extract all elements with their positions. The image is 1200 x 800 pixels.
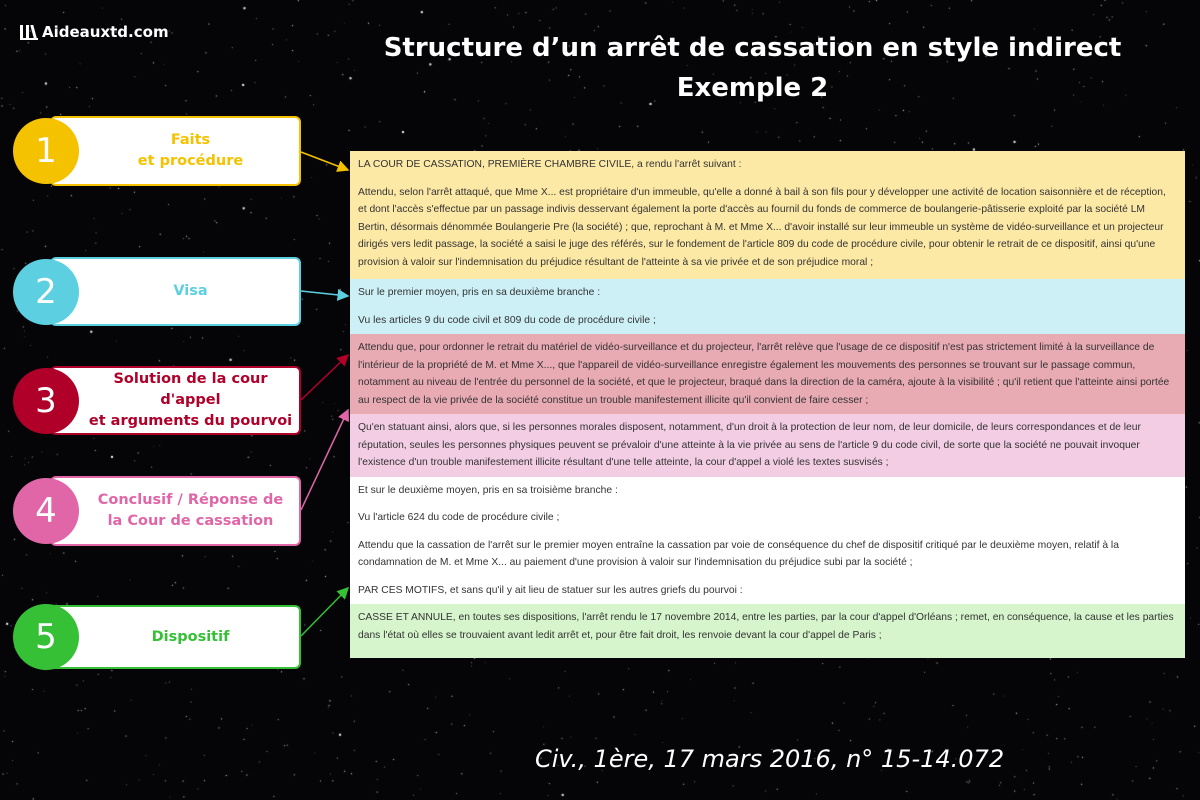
paragraph: PAR CES MOTIFS, et sans qu'il y ait lieu de statuer sur les autres griefs du pourvoi : <box>358 584 743 596</box>
paragraph: CASSE ET ANNULE, en toutes ses dispositions, l'arrêt rendu le 17 novembre 2014, entre les parties, par la cour d'appel d'Orléans ; remet, en conséquence, la cause et les parties dans l'état où elles se trouvaient avant ledit arrêt et, pour être fait droit, les renvoie devant la cour d'appel de Paris ; <box>358 612 1174 641</box>
step-card-faits-procedure <box>50 116 301 186</box>
step-label-line: la Cour de cassation <box>107 513 274 529</box>
step-label-line: et arguments du pourvoi <box>88 413 293 429</box>
step-label <box>82 369 299 432</box>
step-number-badge: 4 <box>13 478 79 544</box>
paragraph: Sur le premier moyen, pris en sa deuxième branche : <box>358 287 601 298</box>
step-label <box>173 281 207 302</box>
faits-block <box>350 151 1185 279</box>
step-label <box>152 627 230 648</box>
dispositif-block <box>350 604 1185 658</box>
step-card-visa <box>50 257 301 326</box>
arrow-5 <box>301 588 348 636</box>
arrow-1 <box>301 152 348 170</box>
arrow-2 <box>301 291 348 296</box>
step-number-badge: 1 <box>13 118 79 184</box>
paragraph: Attendu que, pour ordonner le retrait du matériel de vidéo-surveillance et du projecteur, l'arrêt relève que l'usage de ce dispositif n'est pas strictement limité à la surveillance de l'intérieur de la propriété de M. et Mme X..., que l'appareil de vidéo-surveillance enregistre également les mouvements des personnes se trouvant sur le passage commun, notamment au niveau de l'entrée du personnel de la société, et que le projecteur, braqué dans la direction de la caméra, ajoute à la visibilité ; qu'il retient que l'atteinte ainsi portée au respect de la vie privée de la société constitue un trouble manifestement illicite qu'il convient de faire cesser ; <box>358 342 1170 406</box>
paragraph: Attendu que la cassation de l'arrêt sur le premier moyen entraîne la cassation par voie de conséquence du chef de dispositif critiqué par le deuxième moyen, relatif à la condamnation de M. et Mme X... au paiement d'une provision à valoir sur l'indemnisation du préjudice subi par la société ; <box>358 539 1119 568</box>
step-label-line: Conclusif / Réponse de <box>97 492 284 508</box>
step-label-line: Dispositif <box>151 628 230 645</box>
step-card-solution-cour-appel <box>50 366 301 435</box>
step-label-line: Faits <box>170 132 211 148</box>
step-label-line: Solution de la cour d'appel <box>113 371 268 408</box>
judgment-text-panel <box>350 151 1185 641</box>
title-line-2: Exemple 2 <box>676 73 829 103</box>
step-number-badge: 3 <box>13 368 79 434</box>
step-label <box>98 490 284 532</box>
paragraph: Attendu, selon l'arrêt attaqué, que Mme X... est propriétaire d'un immeuble, qu'elle a donné à bail à son fils pour y développer une activité de location saisonnière et de réception, et dont l'accès s'effectue par un passage indivis desservant également la porte d'accès au fournil du fonds de commerce de boulangerie-pâtisserie exploité par la société LM Bertin, désormais dénommée Boulangerie Pre (la société) ; que, reprochant à M. et Mme X... d'avoir installé sur leur immeuble un système de vidéo-surveillance et un projecteur dirigés vers ledit passage, la société a saisi le juge des référés, sur le fondement de l'article 809 du code de procédure civile, pour obtenir le retrait de ce dispositif, ainsi qu'une provision à valoir sur l'indemnisation du préjudice résultant de l'atteinte à sa vie privée et de son préjudice moral ; <box>358 186 1166 268</box>
step-number-badge: 5 <box>13 604 79 670</box>
paragraph: Vu l'article 624 du code de procédure civile ; <box>358 512 560 523</box>
visa-block <box>350 279 1185 334</box>
logo-text: Aideauxtd.com <box>42 23 169 41</box>
conclusif-block <box>350 414 1185 477</box>
step-card-conclusif <box>50 476 301 546</box>
step-label-line: et procédure <box>137 153 244 169</box>
step-number-badge: 2 <box>13 259 79 325</box>
step-card-dispositif <box>50 605 301 669</box>
step-label-line: Visa <box>173 283 208 299</box>
paragraph: Qu'en statuant ainsi, alors que, si les personnes morales disposent, notamment, d'un droit à la protection de leur nom, de leur domicile, de leurs correspondances et de leur réputation, seules les personnes physiques peuvent se prévaloir d'une atteinte à la vie privée au sens de l'article 9 du code civil, de sorte que la société ne pouvait invoquer l'existence d'un trouble manifestement illicite résultant d'une telle atteinte, la cour d'appel a violé les textes susvisés ; <box>358 422 1141 468</box>
solution-block <box>350 334 1185 414</box>
transition-block <box>350 477 1185 605</box>
title-line-1: Structure d’un arrêt de cassation en style indirect <box>383 33 1122 63</box>
citation: Civ., 1ère, 17 mars 2016, n° 15-14.072 <box>535 745 1005 773</box>
arrow-4 <box>301 410 348 510</box>
step-label <box>138 130 243 172</box>
paragraph: LA COUR DE CASSATION, PREMIÈRE CHAMBRE CIVILE, a rendu l'arrêt suivant : <box>358 159 742 170</box>
paragraph: Vu les articles 9 du code civil et 809 du code de procédure civile ; <box>358 314 656 326</box>
paragraph: Et sur le deuxième moyen, pris en sa troisième branche : <box>358 484 618 496</box>
arrow-3 <box>301 355 348 400</box>
